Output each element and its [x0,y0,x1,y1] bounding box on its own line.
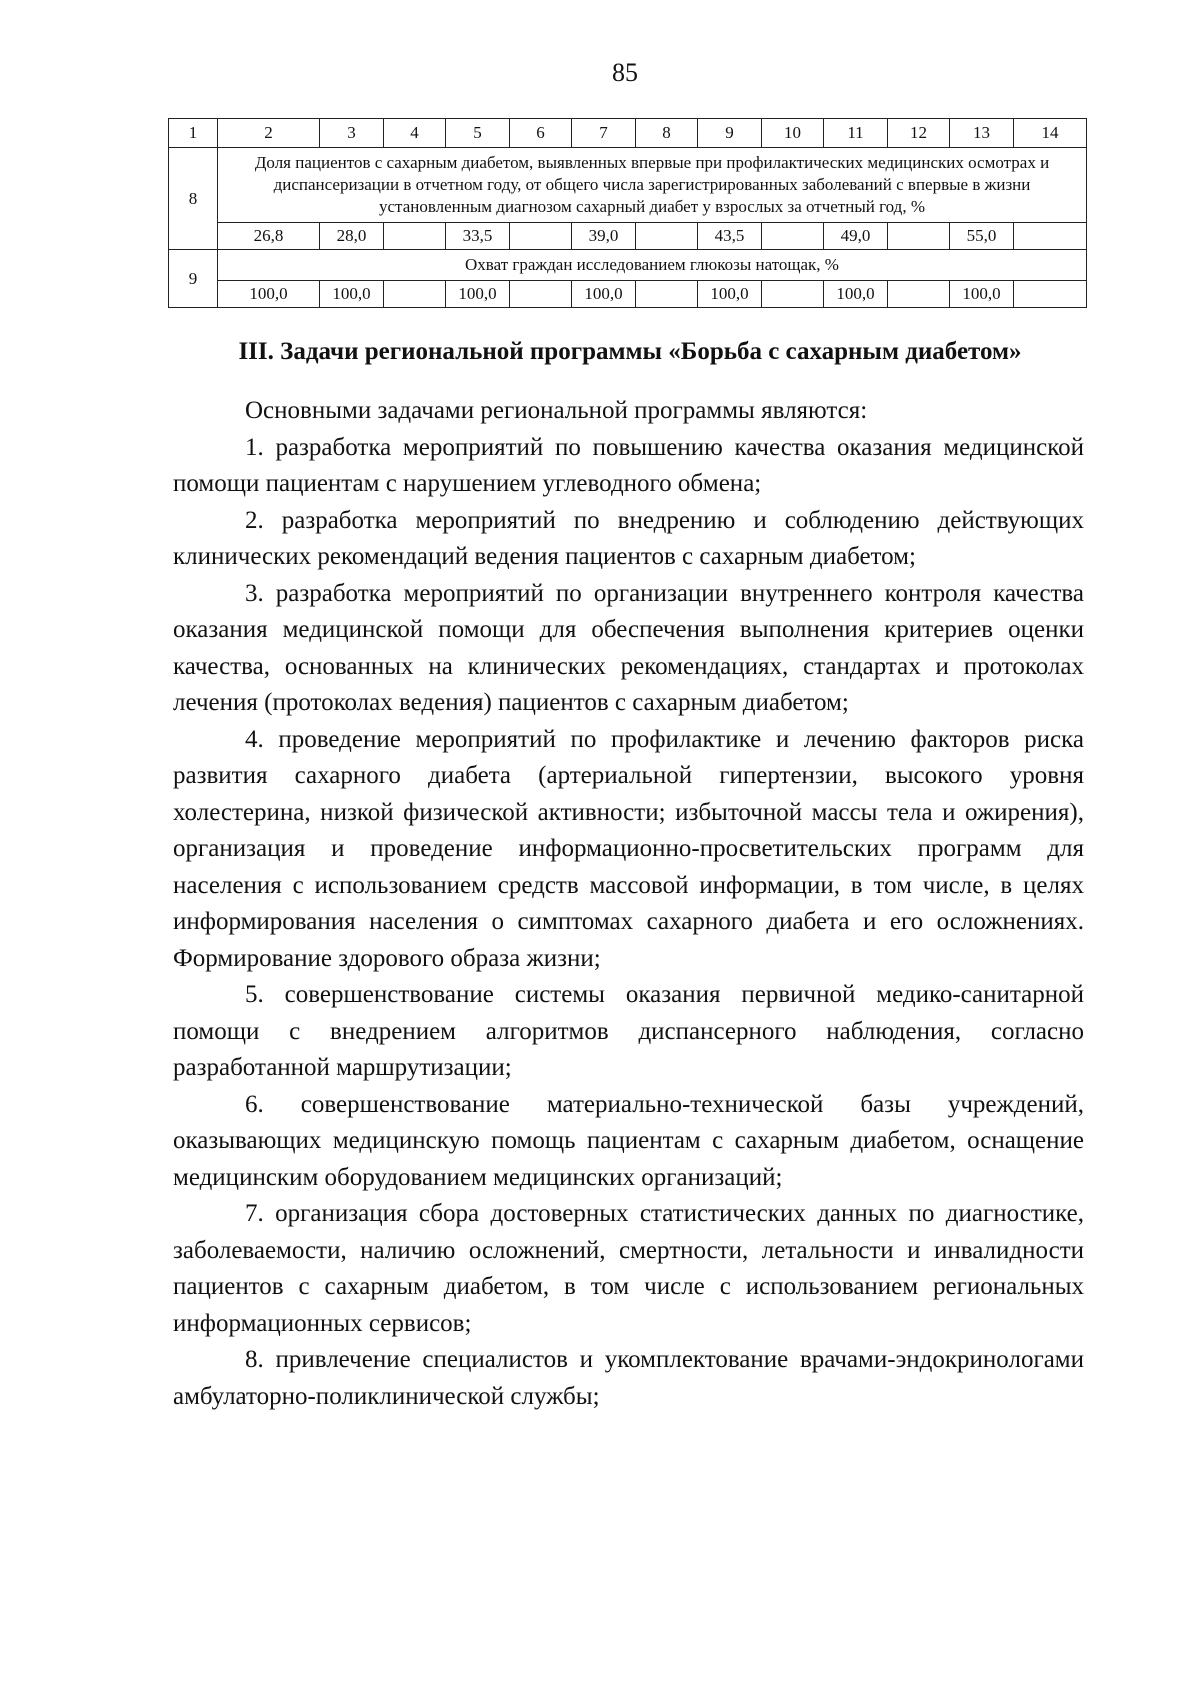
value-cell: 100,0 [698,281,762,308]
table-header-cell: 13 [950,119,1014,148]
value-cell [1014,281,1087,308]
list-item: 2. разработка мероприятий по внедрению и соблюдению действующих клинических рекомендаций ведения пациентов с сахарным диабетом; [173,506,1084,570]
value-cell [510,223,572,250]
value-cell [384,223,446,250]
value-cell [888,281,950,308]
table-header-cell: 12 [888,119,950,148]
value-cell: 33,5 [446,223,510,250]
row-number: 8 [169,148,218,250]
value-cell: 55,0 [950,223,1014,250]
body-text [173,393,1084,1415]
value-cell [384,281,446,308]
value-cell [762,281,824,308]
value-cell: 100,0 [572,281,636,308]
value-cell: 26,8 [218,223,320,250]
value-cell: 100,0 [950,281,1014,308]
value-cell: 100,0 [218,281,320,308]
table-header-cell: 5 [446,119,510,148]
value-cell [888,223,950,250]
value-cell: 100,0 [824,281,888,308]
value-cell [636,223,698,250]
table-row [169,148,1087,223]
value-cell [762,223,824,250]
table-values-row [169,281,1087,308]
list-item: 4. проведение мероприятий по профилактике и лечению факторов риска развития сахарного диабета (артериальной гипертензии, высокого уровня холестерина, низкой физической активности; избыточной массы тела и ожирения), организация и проведение информационно-просветительских программ для населения с использованием средств массовой информации, в том числе, в целях информирования населения о симптомах сахарного диабета и его осложнениях. Формирование здорового образа жизни; [173,725,1084,972]
table-values-row [169,223,1087,250]
list-item: 8. привлечение специалистов и укомплектование врачами-эндокринологами амбулаторно-поликлинической службы; [173,1346,1084,1410]
value-cell: 39,0 [572,223,636,250]
value-cell [636,281,698,308]
list-item: 1. разработка мероприятий по повышению качества оказания медицинской помощи пациентам с нарушением углеводного обмена; [173,433,1084,497]
table-header-cell: 9 [698,119,762,148]
indicator-description: Охват граждан исследованием глюкозы натощак, % [218,250,1087,281]
value-cell: 43,5 [698,223,762,250]
list-item: 5. совершенствование системы оказания первичной медико-санитарной помощи с внедрением алгоритмов диспансерного наблюдения, согласно разработанной маршрутизации; [173,981,1084,1081]
value-cell: 28,0 [320,223,384,250]
value-cell [1014,223,1087,250]
section-title: III. Задачи региональной программы «Борьба с сахарным диабетом» [238,338,1022,365]
list-item: 3. разработка мероприятий по организации внутреннего контроля качества оказания медицинской помощи для обеспечения выполнения критериев оценки качества, основанных на клинических рекомендациях, стандартах и протоколах лечения (протоколах ведения) пациентов с сахарным диабетом; [173,579,1084,716]
table-header-cell: 14 [1014,119,1087,148]
table-header-cell: 2 [218,119,320,148]
list-item: 7. организация сбора достоверных статистических данных по диагностике, заболеваемости, наличию осложнений, смертности, летальности и инвалидности пациентов с сахарным диабетом, в том числе с использованием региональных информационных сервисов; [173,1200,1084,1337]
table-header-cell: 7 [572,119,636,148]
value-cell: 100,0 [320,281,384,308]
table-header-row [169,119,1087,148]
table-header-cell: 3 [320,119,384,148]
indicator-description: Доля пациентов с сахарным диабетом, выявленных впервые при профилактических медицинских осмотрах и диспансеризации в отчетном году, от общего числа зарегистрированных заболеваний с впервые в жизни установленным диагнозом сахарный диабет у взрослых за отчетный год, % [218,148,1087,223]
page-number: 85 [612,58,638,87]
table-header-cell: 4 [384,119,446,148]
row-number: 9 [169,250,218,308]
table-row [169,250,1087,281]
intro-paragraph: Основными задачами региональной программы являются: [245,397,868,424]
table-header-cell: 11 [824,119,888,148]
value-cell: 49,0 [824,223,888,250]
value-cell [510,281,572,308]
table-header-cell: 10 [762,119,824,148]
table-header-cell: 8 [636,119,698,148]
list-item: 6. совершенствование материально-технической базы учреждений, оказывающих медицинскую помощь пациентам с сахарным диабетом, оснащение медицинским оборудованием медицинских организаций; [173,1090,1084,1191]
table-header-cell: 6 [510,119,572,148]
table-header-cell: 1 [169,119,218,148]
indicators-table [168,118,1087,308]
value-cell: 100,0 [446,281,510,308]
